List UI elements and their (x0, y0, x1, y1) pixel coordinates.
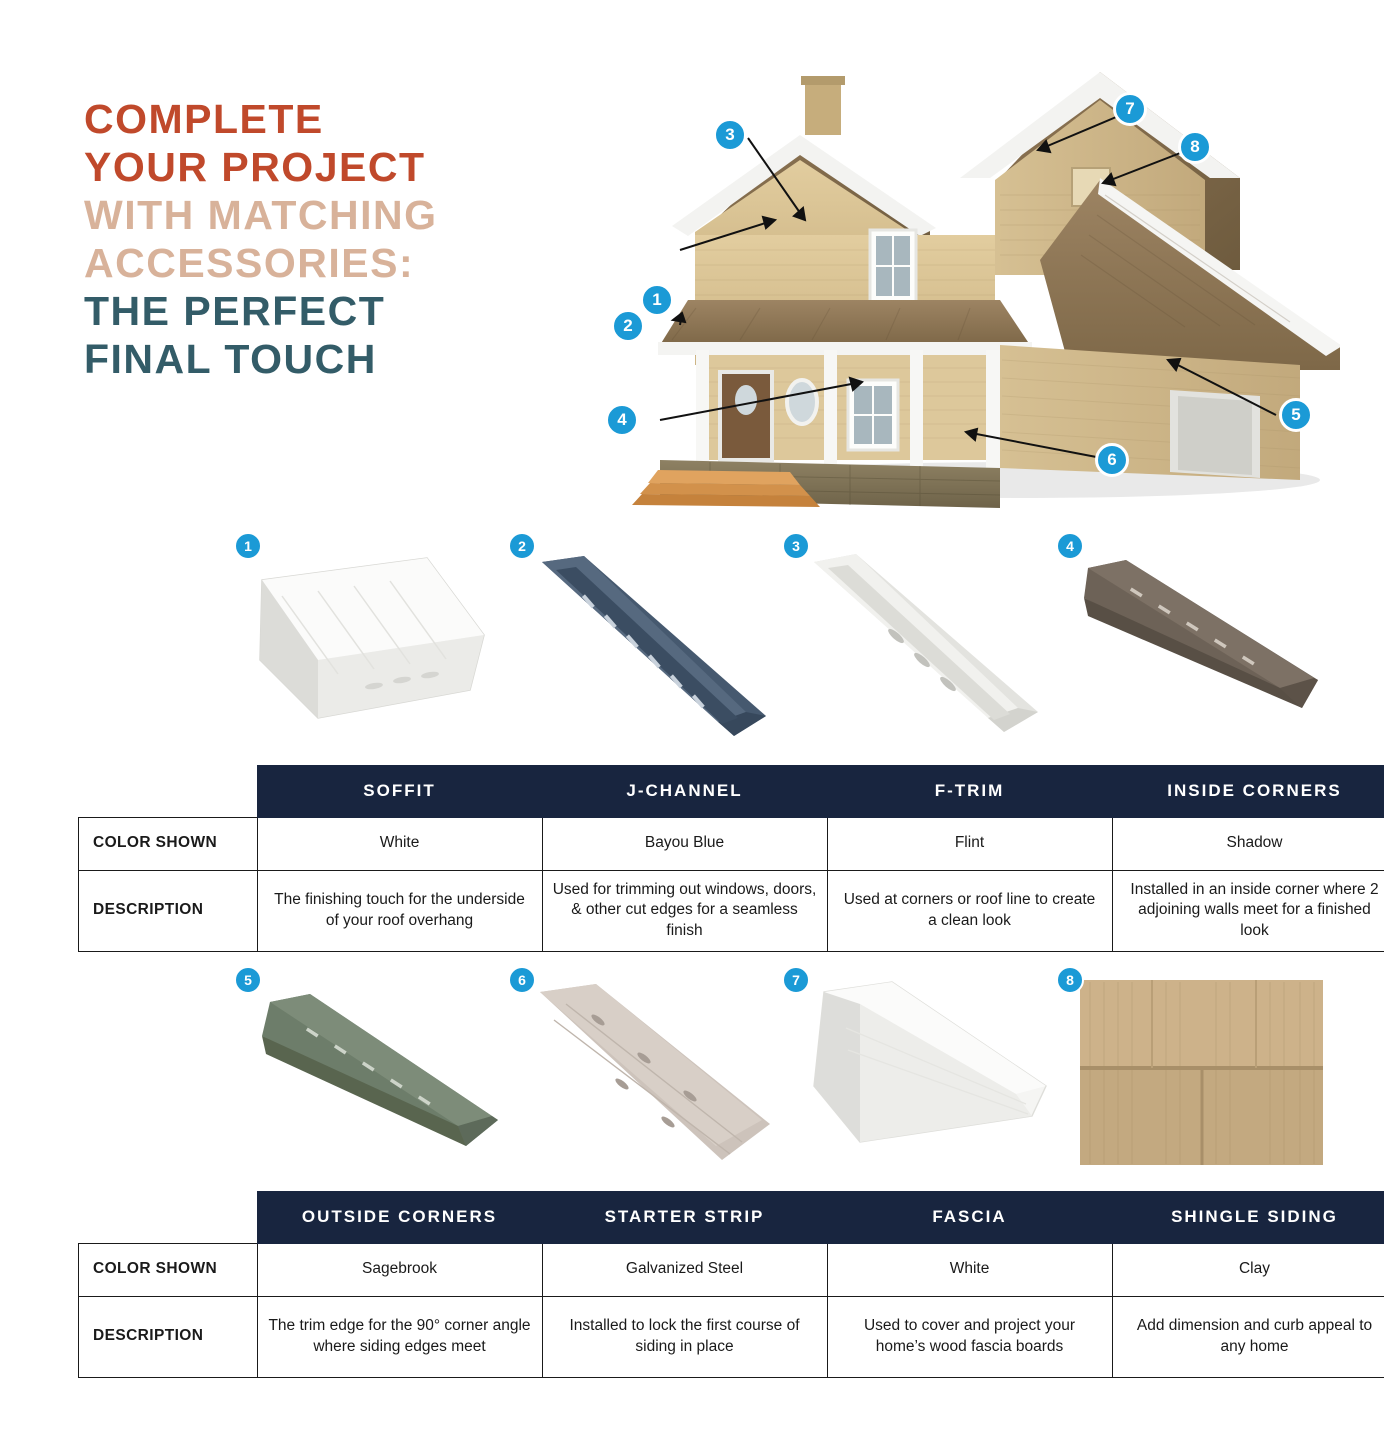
cell-color-f-trim: Flint (827, 817, 1112, 870)
house-callout-7[interactable]: 7 (1113, 92, 1147, 126)
headline-line-3: WITH MATCHING (84, 191, 438, 238)
product-image-soffit (234, 532, 509, 757)
product-image-j-channel (508, 532, 783, 757)
column-header-inside-corners: INSIDE CORNERS (1112, 766, 1384, 818)
spec-table-bottom (78, 1191, 1384, 1378)
inside-corners-art (1074, 540, 1329, 755)
headline-line-5: THE PERFECT (84, 287, 386, 334)
row-label-color-shown: COLOR SHOWN (79, 1243, 258, 1296)
house-callout-4[interactable]: 4 (605, 403, 639, 437)
house-callout-1[interactable]: 1 (640, 283, 674, 317)
column-header-f-trim: F-TRIM (827, 766, 1112, 818)
column-header-fascia: FASCIA (827, 1192, 1112, 1244)
table-row-color-shown (79, 817, 1384, 870)
house-callout-2[interactable]: 2 (611, 309, 645, 343)
f-trim-art (800, 540, 1055, 755)
table-header-row (79, 766, 1384, 818)
cell-color-starter-strip: Galvanized Steel (542, 1243, 827, 1296)
outside-corners-art (252, 974, 507, 1189)
table-header-row (79, 1192, 1384, 1244)
house-callout-5[interactable]: 5 (1279, 398, 1313, 432)
cell-desc-starter-strip: Installed to lock the first course of siding in place (542, 1296, 827, 1377)
headline-line-6: FINAL TOUCH (84, 335, 377, 382)
page-title (84, 96, 604, 384)
cell-color-shingle-siding: Clay (1112, 1243, 1384, 1296)
starter-strip-art (526, 974, 781, 1189)
house-callout-8[interactable]: 8 (1178, 130, 1212, 164)
cell-color-fascia: White (827, 1243, 1112, 1296)
product-badge-8[interactable]: 8 (1056, 966, 1084, 994)
cell-desc-j-channel: Used for trimming out windows, doors, & other cut edges for a seamless finish (542, 870, 827, 951)
house-callout-3[interactable]: 3 (713, 118, 747, 152)
product-image-starter-strip (508, 966, 783, 1191)
cell-color-soffit: White (257, 817, 542, 870)
column-header-shingle-siding: SHINGLE SIDING (1112, 1192, 1384, 1244)
spec-table-top (78, 765, 1384, 952)
product-badge-7[interactable]: 7 (782, 966, 810, 994)
house-diagram-svg (600, 60, 1340, 510)
cell-color-inside-corners: Shadow (1112, 817, 1384, 870)
column-header-j-channel: J-CHANNEL (542, 766, 827, 818)
product-badge-1[interactable]: 1 (234, 532, 262, 560)
table-corner-cell (79, 1192, 258, 1244)
row-label-description: DESCRIPTION (79, 870, 258, 951)
product-badge-6[interactable]: 6 (508, 966, 536, 994)
product-badge-2[interactable]: 2 (508, 532, 536, 560)
j-channel-art (526, 540, 781, 755)
product-image-f-trim (782, 532, 1057, 757)
product-image-outside-corners (234, 966, 509, 1191)
cell-desc-shingle-siding: Add dimension and curb appeal to any home (1112, 1296, 1384, 1377)
cell-color-j-channel: Bayou Blue (542, 817, 827, 870)
product-row-top (78, 532, 1306, 757)
house-callout-6[interactable]: 6 (1095, 443, 1129, 477)
product-image-shingle-siding (1056, 966, 1331, 1191)
table-row-color-shown (79, 1243, 1384, 1296)
cell-color-outside-corners: Sagebrook (257, 1243, 542, 1296)
soffit-art (252, 540, 507, 755)
row-label-description: DESCRIPTION (79, 1296, 258, 1377)
product-badge-4[interactable]: 4 (1056, 532, 1084, 560)
column-header-soffit: SOFFIT (257, 766, 542, 818)
product-row-bottom (78, 966, 1306, 1191)
column-header-starter-strip: STARTER STRIP (542, 1192, 827, 1244)
column-header-outside-corners: OUTSIDE CORNERS (257, 1192, 542, 1244)
product-image-fascia (782, 966, 1057, 1191)
cell-desc-fascia: Used to cover and project your home’s wood fascia boards (827, 1296, 1112, 1377)
product-image-inside-corners (1056, 532, 1331, 757)
headline-line-2: YOUR PROJECT (84, 143, 426, 190)
cell-desc-outside-corners: The trim edge for the 90° corner angle where siding edges meet (257, 1296, 542, 1377)
headline-line-4: ACCESSORIES: (84, 239, 415, 286)
cell-desc-inside-corners: Installed in an inside corner where 2 adjoining walls meet for a finished look (1112, 870, 1384, 951)
row-label-color-shown: COLOR SHOWN (79, 817, 258, 870)
house-illustration (600, 60, 1340, 510)
table-row-description (79, 1296, 1384, 1377)
fascia-art (800, 974, 1055, 1189)
table-row-description (79, 870, 1384, 951)
cell-desc-soffit: The finishing touch for the underside of your roof overhang (257, 870, 542, 951)
cell-desc-f-trim: Used at corners or roof line to create a clean look (827, 870, 1112, 951)
shingle-siding-art (1074, 974, 1329, 1189)
product-badge-3[interactable]: 3 (782, 532, 810, 560)
headline-line-1: COMPLETE (84, 96, 324, 142)
product-badge-5[interactable]: 5 (234, 966, 262, 994)
table-corner-cell (79, 766, 258, 818)
